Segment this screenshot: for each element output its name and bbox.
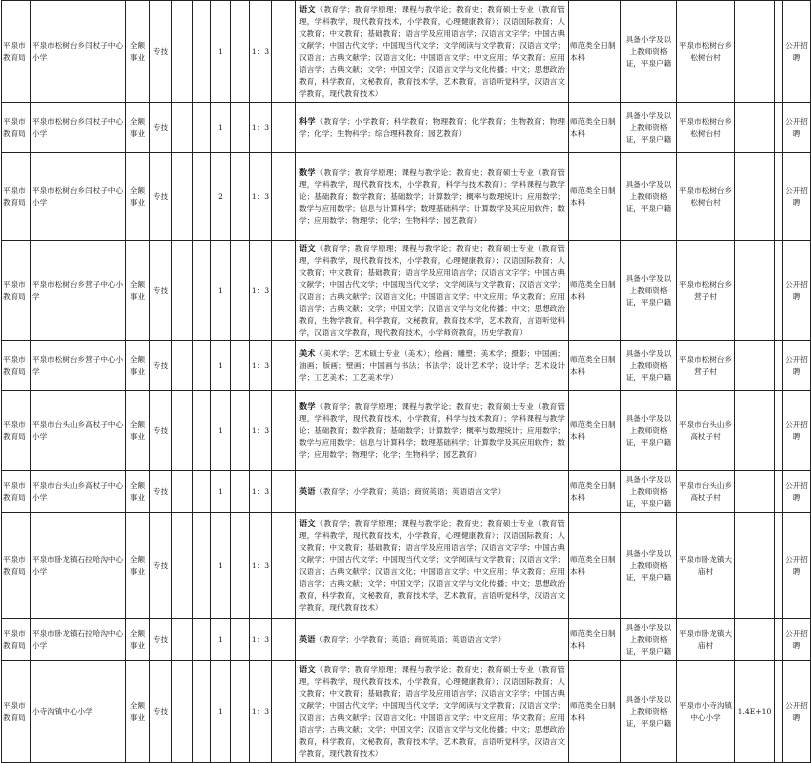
cell-empty [231, 619, 250, 661]
cell-empty [172, 619, 193, 661]
cell-method: 公开招聘 [783, 103, 811, 153]
cell-note [735, 1, 775, 103]
cell-unit: 平泉市卧龙镇石拉哈沟中心小学 [31, 513, 126, 619]
cell-unit: 平泉市台头山乡高杖子中心小学 [31, 391, 126, 471]
cell-headcount: 1 [211, 661, 231, 763]
cell-empty [193, 153, 211, 241]
cell-department: 平泉市教育局 [2, 241, 31, 341]
cell-empty [231, 241, 250, 341]
table-row [2, 341, 811, 391]
cell-empty [272, 619, 296, 661]
cell-conditions: 具备小学及以上教师资格证，平泉户籍 [621, 153, 677, 241]
major-list: （美术学；艺术硕士专业（美术）；绘画；雕塑；美术学；摄影；中国画；油画；版画；壁画；中国画与书法；书法学；设计艺术学；设计学；艺术设计学；工艺美术；工艺美术学） [299, 349, 565, 382]
cell-exam-ratio: 1：3 [250, 341, 272, 391]
cell-workplace: 平泉市小寺沟镇中心小学 [677, 661, 735, 763]
cell-empty [231, 661, 250, 763]
table-row [2, 471, 811, 513]
cell-exam-ratio: 1：3 [250, 619, 272, 661]
table-row [2, 103, 811, 153]
table-row [2, 241, 811, 341]
cell-unit-type: 全额事业 [126, 1, 150, 103]
major-list: （教育学；教育学原理；课程与教学论；教育史；教育硕士专业（教育管理，学科教学，现代教育技术，小学教育，心理健康教育）；汉语国际教育；人文教育；中文教育；基础教育；语言学及应用语言学；汉语言文字学；中国古典文献学；中国古代文学；中国现当代文学；文学阅读与文学教育；汉语言文学；汉语言；古典文献学；汉语言文化；中国语言文学；中文应用；华文教育；应用语言学；古典文献；文学；中国文学；汉语言文学与文化传播；中文；思想政治教育，科学教育，文秘教育，教育技术学，艺术教育，言语听觉科学，汉语言文学教育，现代教育技术） [299, 5, 565, 98]
cell-post-category: 专技 [150, 391, 172, 471]
cell-empty [172, 1, 193, 103]
cell-empty [775, 103, 783, 153]
cell-education: 师范类全日制本科 [569, 241, 621, 341]
cell-note [735, 103, 775, 153]
subject-label: 数学 [299, 167, 316, 177]
cell-empty [193, 341, 211, 391]
cell-exam-ratio: 1：3 [250, 241, 272, 341]
cell-empty [193, 513, 211, 619]
cell-post-category: 专技 [150, 471, 172, 513]
cell-empty [775, 1, 783, 103]
major-list: （教育学；教育学原理；课程与教学论；教育史；教育硕士专业（教育管理，学科教学，现代教育技术，小学教育，心理健康教育）；汉语国际教育；人文教育；中文教育；基础教育；语言学及应用语言学；汉语言文字学；中国古典文献学；中国古代文学；中国现当代文学；文学阅读与文学教育；汉语言文学；汉语言；古典文献学；汉语言文化；中国语言文学；中文应用；华文教育；应用语言学；古典文献；文学；中国文学；汉语言文学与文化传播；中文；思想政治教育，科学教育，文秘教育，教育技术学，艺术教育，言语听觉科学，汉语言文学教育，现代教育技术） [299, 665, 565, 758]
cell-unit-type: 全额事业 [126, 513, 150, 619]
cell-post-category: 专技 [150, 619, 172, 661]
cell-post-category: 专技 [150, 341, 172, 391]
cell-headcount: 1 [211, 1, 231, 103]
cell-post-category: 专技 [150, 241, 172, 341]
cell-department: 平泉市教育局 [2, 619, 31, 661]
subject-label: 英语 [299, 634, 316, 644]
cell-workplace: 平泉市松树台乡松树台村 [677, 153, 735, 241]
cell-empty [272, 513, 296, 619]
cell-unit-type: 全额事业 [126, 471, 150, 513]
cell-empty [172, 241, 193, 341]
table-row [2, 513, 811, 619]
cell-empty [172, 153, 193, 241]
cell-conditions: 具备小学及以上教师资格证，平泉户籍 [621, 513, 677, 619]
cell-department: 平泉市教育局 [2, 661, 31, 763]
cell-empty [231, 471, 250, 513]
cell-unit: 小寺沟镇中心小学 [31, 661, 126, 763]
cell-department: 平泉市教育局 [2, 103, 31, 153]
cell-empty [172, 391, 193, 471]
cell-workplace: 平泉市台头山乡高杖子村 [677, 471, 735, 513]
cell-method: 公开招聘 [783, 391, 811, 471]
cell-conditions: 具备小学及以上教师资格证，平泉户籍 [621, 471, 677, 513]
cell-unit: 平泉市松树台乡闫杖子中心小学 [31, 1, 126, 103]
cell-education: 师范类全日制本科 [569, 513, 621, 619]
cell-workplace: 平泉市卧龙镇大庙村 [677, 513, 735, 619]
cell-note [735, 513, 775, 619]
cell-post-category: 专技 [150, 153, 172, 241]
major-list: （教育学；小学教育；英语；商贸英语；英语语言文学） [315, 487, 506, 496]
cell-empty [193, 661, 211, 763]
subject-label: 英语 [299, 486, 316, 496]
major-list: （教育学；教育学原理；课程与教学论；教育史；教育硕士专业（教育管理，学科教学，现代教育技术，小学教育，科学与技术教育）；学科课程与教学论；基础教育；数学教育；基础数学；计算数学；概率与数理统计；应用数学；数学与应用数学；信息与计算科学；数理基础科学；计算数学及其应用软件；数学；应用数学；物理学；化学；生物科学；园艺教育） [299, 402, 565, 459]
cell-post-category: 专技 [150, 513, 172, 619]
cell-empty [193, 619, 211, 661]
cell-empty [172, 661, 193, 763]
cell-empty [231, 513, 250, 619]
cell-headcount: 1 [211, 103, 231, 153]
cell-headcount: 1 [211, 241, 231, 341]
major-list: （教育学；小学教育；科学教育；物理教育；化学教育；生物教育；物理学；化学；生物科学；综合理科教育；园艺教育） [299, 117, 565, 138]
cell-exam-ratio: 1：3 [250, 391, 272, 471]
cell-education: 师范类全日制本科 [569, 341, 621, 391]
cell-method: 公开招聘 [783, 619, 811, 661]
cell-workplace: 平泉市松树台乡松树台村 [677, 1, 735, 103]
cell-headcount: 1 [211, 391, 231, 471]
cell-empty [272, 661, 296, 763]
cell-workplace: 平泉市台头山乡高杖子村 [677, 391, 735, 471]
cell-empty [231, 341, 250, 391]
subject-label: 语文 [299, 243, 316, 253]
cell-empty [231, 153, 250, 241]
cell-department: 平泉市教育局 [2, 341, 31, 391]
cell-workplace: 平泉市松树台乡松树台村 [677, 103, 735, 153]
cell-empty [193, 471, 211, 513]
cell-empty [193, 103, 211, 153]
cell-note [735, 619, 775, 661]
recruitment-table [1, 0, 811, 763]
cell-unit: 平泉市松树台乡闫杖子中心小学 [31, 153, 126, 241]
cell-empty [172, 513, 193, 619]
cell-major-requirements [296, 153, 569, 241]
major-list: （教育学；教育学原理；课程与教学论；教育史；教育硕士专业（教育管理，学科教学，现代教育技术，小学教育，科学与技术教育）；学科课程与教学论；基础教育；数学教育；基础数学；计算数学；概率与数理统计；应用数学；数学与应用数学；信息与计算科学；数理基础科学；计算数学及其应用软件；数学；应用数学；物理学；化学；生物科学；园艺教育） [299, 168, 565, 225]
cell-headcount: 2 [211, 153, 231, 241]
cell-empty [172, 341, 193, 391]
major-list: （教育学；小学教育；英语；商贸英语；英语语言文学） [315, 635, 506, 644]
cell-empty [193, 391, 211, 471]
cell-department: 平泉市教育局 [2, 391, 31, 471]
cell-workplace: 平泉市松树台乡营子村 [677, 241, 735, 341]
cell-major-requirements [296, 471, 569, 513]
cell-empty [231, 1, 250, 103]
subject-label: 语文 [299, 4, 316, 14]
table-row [2, 153, 811, 241]
subject-label: 美术 [299, 348, 316, 358]
cell-note [735, 241, 775, 341]
cell-empty [272, 391, 296, 471]
cell-major-requirements [296, 341, 569, 391]
cell-empty [775, 661, 783, 763]
cell-unit-type: 全额事业 [126, 619, 150, 661]
cell-empty [172, 103, 193, 153]
cell-major-requirements [296, 1, 569, 103]
cell-note [735, 153, 775, 241]
subject-label: 语文 [299, 518, 316, 528]
cell-unit: 平泉市松树台乡营子中心小学 [31, 341, 126, 391]
cell-unit: 平泉市台头山乡高杖子中心小学 [31, 471, 126, 513]
cell-unit: 平泉市松树台乡闫杖子中心小学 [31, 103, 126, 153]
cell-department: 平泉市教育局 [2, 471, 31, 513]
cell-major-requirements [296, 513, 569, 619]
cell-empty [272, 1, 296, 103]
cell-major-requirements [296, 661, 569, 763]
cell-education: 师范类全日制本科 [569, 661, 621, 763]
cell-empty [272, 103, 296, 153]
cell-note [735, 341, 775, 391]
cell-method: 公开招聘 [783, 661, 811, 763]
cell-exam-ratio: 1：3 [250, 103, 272, 153]
cell-headcount: 1 [211, 619, 231, 661]
cell-conditions: 具备小学及以上教师资格证，平泉户籍 [621, 103, 677, 153]
cell-exam-ratio: 1：3 [250, 153, 272, 241]
cell-headcount: 1 [211, 513, 231, 619]
cell-unit-type: 全额事业 [126, 241, 150, 341]
cell-empty [231, 391, 250, 471]
cell-empty [775, 471, 783, 513]
cell-education: 师范类全日制本科 [569, 391, 621, 471]
cell-note [735, 391, 775, 471]
cell-major-requirements [296, 241, 569, 341]
cell-unit-type: 全额事业 [126, 341, 150, 391]
cell-major-requirements [296, 619, 569, 661]
cell-empty [775, 513, 783, 619]
cell-empty [193, 1, 211, 103]
major-list: （教育学；教育学原理；课程与教学论；教育史；教育硕士专业（教育管理，学科教学，现代教育技术，小学教育，心理健康教育）；汉语国际教育；人文教育；中文教育；基础教育；语言学及应用语言学；汉语言文字学；中国古典文献学；中国古代文学；中国现当代文学；文学阅读与文学教育；汉语言文学；汉语言；古典文献学；汉语言文化；中国语言文学；中文应用；华文教育；应用语言学；古典文献；文学；中国文学；汉语言文学与文化传播；中文；思想政治教育，科学教育，文秘教育，教育技术学，艺术教育，言语听觉科学，汉语言文学教育，现代教育技术） [299, 519, 565, 612]
cell-conditions: 具备小学及以上教师资格证，平泉户籍 [621, 391, 677, 471]
subject-label: 科学 [299, 116, 316, 126]
subject-label: 语文 [299, 664, 316, 674]
cell-unit-type: 全额事业 [126, 391, 150, 471]
cell-unit-type: 全额事业 [126, 153, 150, 241]
cell-method: 公开招聘 [783, 153, 811, 241]
table-row [2, 661, 811, 763]
cell-empty [775, 153, 783, 241]
cell-empty [272, 341, 296, 391]
cell-unit: 平泉市松树台乡营子中心小学 [31, 241, 126, 341]
cell-department: 平泉市教育局 [2, 1, 31, 103]
cell-empty [193, 241, 211, 341]
cell-method: 公开招聘 [783, 513, 811, 619]
cell-empty [272, 241, 296, 341]
cell-department: 平泉市教育局 [2, 513, 31, 619]
cell-headcount: 1 [211, 471, 231, 513]
cell-empty [775, 619, 783, 661]
subject-label: 数学 [299, 401, 316, 411]
cell-unit-type: 全额事业 [126, 103, 150, 153]
cell-department: 平泉市教育局 [2, 153, 31, 241]
cell-education: 师范类全日制本科 [569, 1, 621, 103]
cell-exam-ratio: 1：3 [250, 513, 272, 619]
cell-education: 师范类全日制本科 [569, 471, 621, 513]
cell-conditions: 具备小学及以上教师资格证，平泉户籍 [621, 661, 677, 763]
cell-post-category: 专技 [150, 1, 172, 103]
cell-exam-ratio: 1：3 [250, 471, 272, 513]
major-list: （教育学；教育学原理；课程与教学论；教育史；教育硕士专业（教育管理，学科教学，现代教育技术，小学教育，心理健康教育）；汉语国际教育；人文教育；中文教育；基础教育；语言学及应用语言学；汉语言文字学；中国古典文献学；中国古代文学；中国现当代文学；文学阅读与文学教育；汉语言文学；汉语言；古典文献学；汉语言文化；中国语言文学；中文应用；华文教育；应用语言学；古典文献；文学；中国文学；汉语言文学与文化传播；中文；思想政治教育，生物学教育，科学教育，文秘教育，教育技术学，艺术教育，言语听觉科学，汉语言文学教育，现代教育技术，小学师资教育，历史学教育） [299, 244, 565, 337]
cell-education: 师范类全日制本科 [569, 619, 621, 661]
cell-note [735, 471, 775, 513]
table-row [2, 1, 811, 103]
cell-empty [272, 153, 296, 241]
cell-conditions: 具备小学及以上教师资格证，平泉户籍 [621, 341, 677, 391]
cell-post-category: 专技 [150, 103, 172, 153]
cell-education: 师范类全日制本科 [569, 103, 621, 153]
cell-major-requirements [296, 103, 569, 153]
cell-method: 公开招聘 [783, 1, 811, 103]
cell-empty [775, 241, 783, 341]
cell-method: 公开招聘 [783, 471, 811, 513]
table-row [2, 391, 811, 471]
cell-empty [231, 103, 250, 153]
cell-conditions: 具备小学及以上教师资格证，平泉户籍 [621, 241, 677, 341]
cell-post-category: 专技 [150, 661, 172, 763]
cell-headcount: 1 [211, 341, 231, 391]
cell-empty [272, 471, 296, 513]
cell-method: 公开招聘 [783, 241, 811, 341]
table-body [2, 1, 811, 763]
cell-unit-type: 全额事业 [126, 661, 150, 763]
cell-workplace: 平泉市松树台乡营子村 [677, 341, 735, 391]
cell-exam-ratio: 1：3 [250, 661, 272, 763]
cell-education: 师范类全日制本科 [569, 153, 621, 241]
cell-unit: 平泉市卧龙镇石拉哈沟中心小学 [31, 619, 126, 661]
cell-conditions: 具备小学及以上教师资格证，平泉户籍 [621, 619, 677, 661]
cell-note: 1.4E+10 [735, 661, 775, 763]
cell-empty [775, 341, 783, 391]
cell-workplace: 平泉市卧龙镇大庙村 [677, 619, 735, 661]
cell-major-requirements [296, 391, 569, 471]
cell-method: 公开招聘 [783, 341, 811, 391]
cell-empty [775, 391, 783, 471]
cell-conditions: 具备小学及以上教师资格证，平泉户籍 [621, 1, 677, 103]
table-row [2, 619, 811, 661]
cell-exam-ratio: 1：3 [250, 1, 272, 103]
cell-empty [172, 471, 193, 513]
